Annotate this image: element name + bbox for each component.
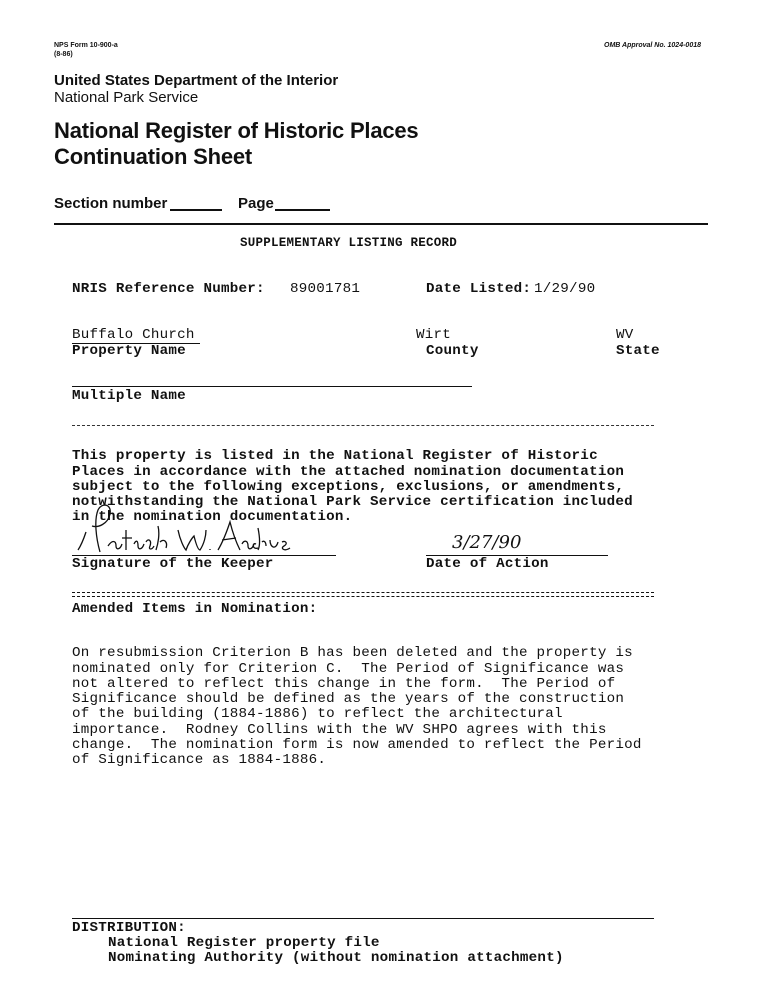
department-name: United States Department of the Interior: [54, 72, 339, 89]
statement-line: in the nomination documentation.: [72, 509, 353, 526]
property-name-value: Buffalo Church: [72, 327, 195, 343]
nris-value: 89001781: [290, 281, 361, 297]
double-rule-top: [72, 592, 654, 593]
signature-label: Signature of the Keeper: [72, 556, 274, 572]
section-number-blank: [170, 209, 222, 211]
county-value: Wirt: [416, 327, 452, 343]
amended-line: importance. Rodney Collins with the WV SHPO agrees with this: [72, 721, 607, 738]
multiple-name-underline: [72, 386, 472, 387]
state-value: WV: [616, 327, 634, 343]
header-rule: [54, 223, 708, 225]
state-label: State: [616, 343, 660, 359]
amended-line: nominated only for Criterion C. The Period of Significance was: [72, 660, 625, 677]
statement-line: This property is listed in the National Register of Historic: [72, 448, 598, 465]
date-listed-value: 1/29/90: [534, 281, 596, 297]
county-label: County: [426, 343, 479, 359]
double-rule-bottom: [72, 596, 654, 597]
form-date: (8-86): [54, 51, 73, 58]
service-name: National Park Service: [54, 89, 199, 106]
omb-approval: OMB Approval No. 1024-0018: [604, 42, 701, 49]
dashed-divider: [72, 425, 654, 426]
action-date-label: Date of Action: [426, 556, 549, 572]
amended-heading: Amended Items in Nomination:: [72, 601, 318, 617]
amended-line: of the building (1884-1886) to reflect the architectural: [72, 706, 563, 723]
amended-text: [72, 631, 642, 784]
distribution-rule: [72, 918, 654, 919]
property-name-label: Property Name: [72, 343, 186, 359]
statement-line: notwithstanding the National Park Service certification included: [72, 494, 633, 511]
amended-line: Significance should be defined as the years of the construction: [72, 691, 625, 708]
distribution-item: National Register property file: [108, 935, 380, 951]
amended-line: change. The nomination form is now amended to reflect the Period: [72, 737, 642, 754]
amended-line: not altered to reflect this change in the form. The Period of: [72, 675, 616, 692]
nris-label: NRIS Reference Number:: [72, 281, 265, 297]
page-blank: [275, 209, 330, 211]
record-heading: SUPPLEMENTARY LISTING RECORD: [240, 236, 458, 250]
keeper-signature: [72, 500, 312, 560]
form-subtitle: Continuation Sheet: [54, 144, 253, 169]
date-listed-label: Date Listed:: [426, 281, 532, 297]
distribution-item: Nominating Authority (without nomination attachment): [108, 950, 564, 966]
amended-line: On resubmission Criterion B has been deleted and the property is: [72, 645, 633, 662]
distribution-heading: DISTRIBUTION:: [72, 920, 186, 936]
multiple-name-label: Multiple Name: [72, 388, 186, 404]
statement-line: Places in accordance with the attached nomination documentation: [72, 463, 625, 480]
statement-line: subject to the following exceptions, exclusions, or amendments,: [72, 478, 625, 495]
section-number-label: Section number: [54, 195, 168, 212]
page-label: Page: [238, 195, 274, 212]
amended-line: of Significance as 1884-1886.: [72, 752, 327, 769]
form-number: NPS Form 10-900-a: [54, 42, 118, 49]
form-title: National Register of Historic Places: [54, 118, 419, 143]
action-date-value: 3/27/90: [452, 532, 522, 553]
